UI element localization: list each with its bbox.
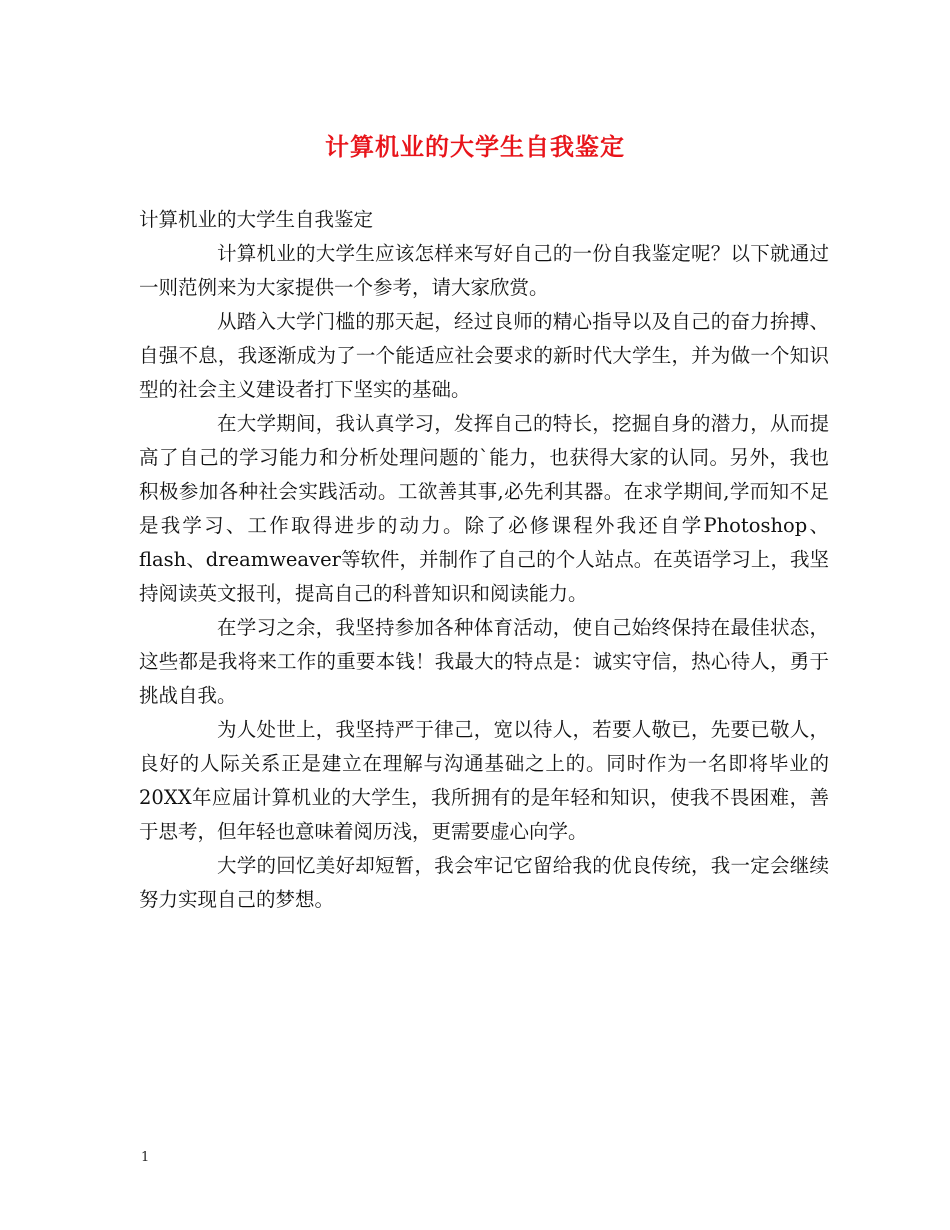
paragraph-study: 在大学期间，我认真学习，发挥自己的特长，挖掘自身的潜力，从而提高了自己的学习能力和分析处理问题的`能力，也获得大家的认同。另外，我也积极参加各种社会实践活动。工欲善其事,必先利其器。在求学期间,学而知不足是我学习、工作取得进步的动力。除了必修课程外我还自学Photoshop、flash、dreamweaver等软件，并制作了自己的个人站点。在英语学习上，我坚持阅读英文报刊，提高自己的科普知识和阅读能力。	[139, 412, 829, 605]
paragraph-growth: 从踏入大学门槛的那天起，经过良师的精心指导以及自己的奋力拚搏、自强不息，我逐渐成为了一个能适应社会要求的新时代大学生，并为做一个知识型的社会主义建设者打下坚实的基础。	[139, 310, 829, 401]
paragraph-conclusion: 大学的回忆美好却短暂，我会牢记它留给我的优良传统，我一定会继续努力实现自己的梦想。	[139, 854, 829, 911]
paragraph-activities: 在学习之余，我坚持参加各种体育活动，使自己始终保持在最佳状态，这些都是我将来工作的重要本钱！我最大的特点是：诚实守信，热心待人，勇于挑战自我。	[139, 616, 829, 707]
document-subtitle: 计算机业的大学生自我鉴定	[139, 208, 374, 231]
paragraph-conduct: 为人处世上，我坚持严于律己，宽以待人，若要人敬已，先要已敬人，良好的人际关系正是建立在理解与沟通基础之上的。同时作为一名即将毕业的20XX年应届计算机业的大学生，我所拥有的是年轻和知识，使我不畏困难，善于思考，但年轻也意味着阅历浅，更需要虚心向学。	[139, 718, 829, 843]
document-title: 计算机业的大学生自我鉴定	[325, 132, 625, 161]
paragraph-intro: 计算机业的大学生应该怎样来写好自己的一份自我鉴定呢？以下就通过一则范例来为大家提供一个参考，请大家欣赏。	[139, 242, 829, 299]
page-number: 1	[141, 1150, 150, 1165]
document-body	[139, 203, 829, 917]
